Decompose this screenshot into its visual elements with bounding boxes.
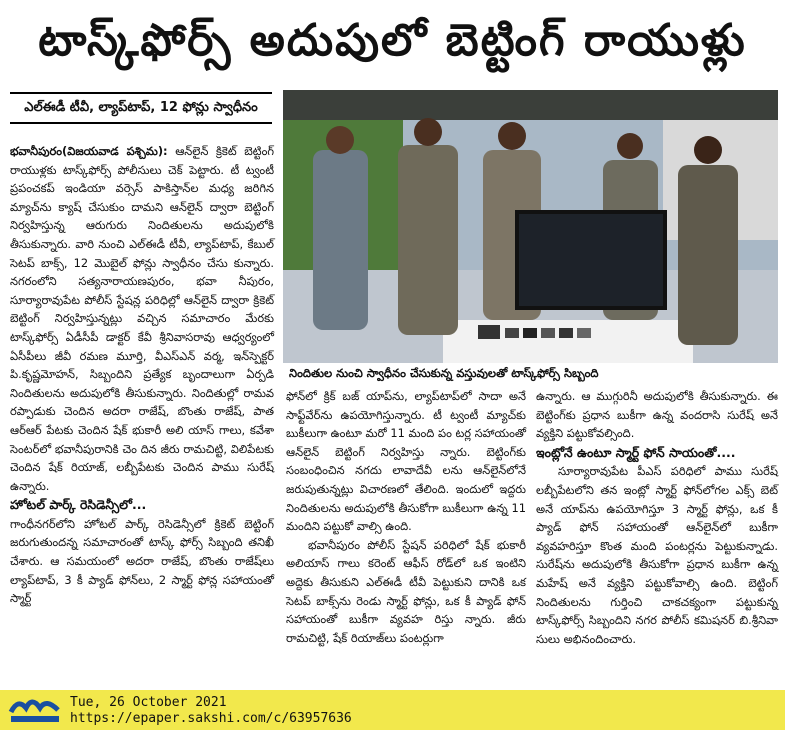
headline: టాస్క్‌ఫోర్స్ అదుపులో బెట్టింగ్ రాయుళ్లు — [38, 15, 747, 66]
article-paragraph: ఫోన్‌లో క్రిక్ బజ్ యాప్‌ను, ల్యాప్‌టాప్‌లో సాదా అనే సాఫ్ట్‌వేర్‌ను ఉపయోగిస్తున్నారు. టీ ట్వంటీ మ్యాచ్‌కు బుకీలుగా ఉంటూ మరో 11 మంది పం టర్ల సహాయంతో ఆన్‌లైన్ బెట్టింగ్ నిర్వహిస్తు న్నారు. బెట్టింగ్‌కు సంబంధించిన నగదు లావాదేవీ లను ఆన్‌లైన్‌లోనే జరుపుతున్నట్లు విచారణలో తేలింది. ఇందులో ఇద్దరు నిందితులను అదుపులోకి తీసుకోగా బుకీలుగా ఉన్న 11 మందిని పట్టుకో వాల్సి ఉంది. — [286, 389, 526, 534]
paragraph-text: ఆన్‌లైన్ క్రికెట్ బెట్టింగ్ రాయుళ్లకు టాస్క్‌ఫోర్స్ పోలీసులు చెక్ పెట్టారు. టీ ట్వంటీ ప్రపంచకప్ ఇండియా వర్సెస్ పాకిస్తాన్‌ల మధ్య జరిగిన మ్యాచ్‌ను క్యాష్ చేసుకుం దామని ఆన్‌లైన్ ద్వారా బెట్టింగ్ నిర్వహిస్తున్న ఆరుగురు నిందితులను అదుపులోకి తీసుకున్నారు. వారి నుంచి ఎల్‌ఈడీ టీవీ, ల్యాప్‌టాప్, కేబుల్ సెటప్ బాక్స్, 12 మొబైల్ ఫోన్లు స్వాధీనం చేసు కున్నారు. నగరంలోని సత్యనారాయణపురం, భవా నీపురం, సూర్యారావుపేట పోలీస్ స్టేషన్ల పరిధిల్లో ఆన్‌లైన్ ద్వారా క్రికెట్ బెట్టింగ్ నిర్వహిస్తున్నట్లు వచ్చిన సమాచారం మేరకు టాస్క్‌ఫోర్స్ ఏడీసీపీ డాక్టర్ కేవీ శ్రీనివాసరావు ఆధ్వర్యంలో ఏసీపీలు జీవీ రమణ మూర్తి, వీఎస్‌ఎన్ వర్మ, ఇన్‌స్పెక్టర్ పి.కృష్ణమోహన్, సిబ్బందిని ప్రత్యేక బృందాలుగా ఏర్పడి నిందితులను అదుపులోకి తీసుకున్నారు. నిందితుల్లో రామవ రప్పాడుకు చెందిన అదరా రాజేష్, బొంతు రాజేష్, పాత ఆర్‌ఆర్ పేటకు చెందిన షేక్ భుకారీ అలి యాస్ గాలు, కవేశా సెంటర్‌లో భవానీపురానికి చెం దిన జీరు రామచిట్టి, విలిపేటకు చెందిన షేక్ రియాజ్, లబ్బీపేటకు చెందిన పాము సురేష్ ఉన్నారు. — [10, 144, 275, 493]
article-paragraph: భవానీపురం పోలీస్ స్టేషన్ పరిధిలో షేక్ భుకారీ అలియాస్ గాలు కరెంట్ ఆఫీస్ రోడ్‌లో ఒక ఇంటిని అద్దెకు తీసుకుని ఎల్‌ఈడీ టీవీ పెట్టుకుని దానికి ఒక సెటప్ బాక్స్‌ను రెండు స్మార్ట్ ఫోన్లు, ఒక కీ ప్యాడ్ ఫోన్ సహాయంతో బుకీగా వ్యవహ రిస్తు న్నారు. జీరు రామచిట్టి, షేక్ రియాజ్‌లు పంటర్లుగా — [286, 537, 526, 645]
dateline: భవానీపురం(విజయవాడ పశ్చిమ): — [10, 144, 168, 158]
article-paragraph: గాంధీనగర్‌లోని హోటల్ పార్క్ రెసిడెన్సీలో క్రికెట్ బెట్టింగ్ జరుగుతుందన్న సమాచారంతో టాస్క్ ఫోర్స్ సిబ్బంది తనిఖీ చేశారు. ఆ సమయంలో అదరా రాజేష్, బొంతు రాజేష్‌లు ల్యాప్‌టాప్, 3 కీ ప్యాడ్ ఫోన్‌లు, 2 స్మార్ట్ ఫోన్ల సహాయంతో స్మార్ట్ — [10, 516, 274, 606]
section-subheading: ఇంట్లోనే ఉంటూ స్మార్ట్ ఫోన్ సాయంతో.... — [536, 444, 736, 460]
article-paragraph: సూర్యారావుపేట పీఎస్ పరిధిలో పాము సురేష్ లబ్బీపేటలోని తన ఇంట్లో స్మార్ట్ ఫోన్‌లోగల ఎక్స్ బెట్ అనే యాప్‌ను ఉపయోగిస్తూ 3 స్మార్ట్ ఫోన్లు, ఒక కీ ప్యాడ్ ఫోన్ సహాయంతో ఆన్‌లైన్‌లో బుకీగా వ్యవహరిస్తూ కొంత మంది పంటర్లను పెట్టుకున్నాడు. సురేష్‌ను అదుపులోకి తీసుకోగా ప్రధాన బుకీగా ఉన్న మహేష్ అనే వ్యక్తిని పట్టుకోవాల్సి ఉంది. బెట్టింగ్ నిందితులను గుర్తించి చాకచక్యంగా పట్టుకున్న టాస్క్‌ఫోర్స్ సిబ్బందిని నగర పోలీస్ కమిషనర్ బి.శ్రీనివా సులు అభినందించారు. — [536, 464, 778, 646]
section-subheading: హోటల్ పార్క్ రెసిడెన్సీలో... — [10, 497, 147, 513]
article-column-left — [10, 142, 274, 608]
article-paragraph: ఉన్నారు. ఆ ముగ్గురినీ అదుపులోకి తీసుకున్నారు. ఈ బెట్టింగ్‌కు ప్రధాన బుకీగా ఉన్న వందరాసి సురేష్ అనే వ్యక్తిని పట్టుకోవల్సింది. — [536, 389, 778, 441]
news-photo — [283, 90, 778, 363]
article-column-middle — [286, 387, 526, 647]
sakshi-logo-mark — [8, 694, 63, 726]
footer — [0, 690, 785, 730]
footer-url[interactable]: https://epaper.sakshi.com/c/63957636 — [70, 711, 352, 726]
sakshi-logo — [8, 694, 63, 726]
photo-caption: నిందితుల నుంచి స్వాధీనం చేసుకున్న వస్తువులతో టాస్క్‌ఫోర్స్ సిబ్బంది — [283, 363, 778, 383]
news-photo-illustration — [283, 90, 778, 363]
footer-date: Tue, 26 October 2021 — [70, 695, 227, 710]
article-paragraph — [10, 142, 274, 495]
subheadline: ఎల్‌ఈడీ టీవీ, ల్యాప్‌టాప్, 12 ఫోన్లు స్వాధీనం — [10, 92, 272, 124]
article-column-right — [536, 387, 778, 648]
